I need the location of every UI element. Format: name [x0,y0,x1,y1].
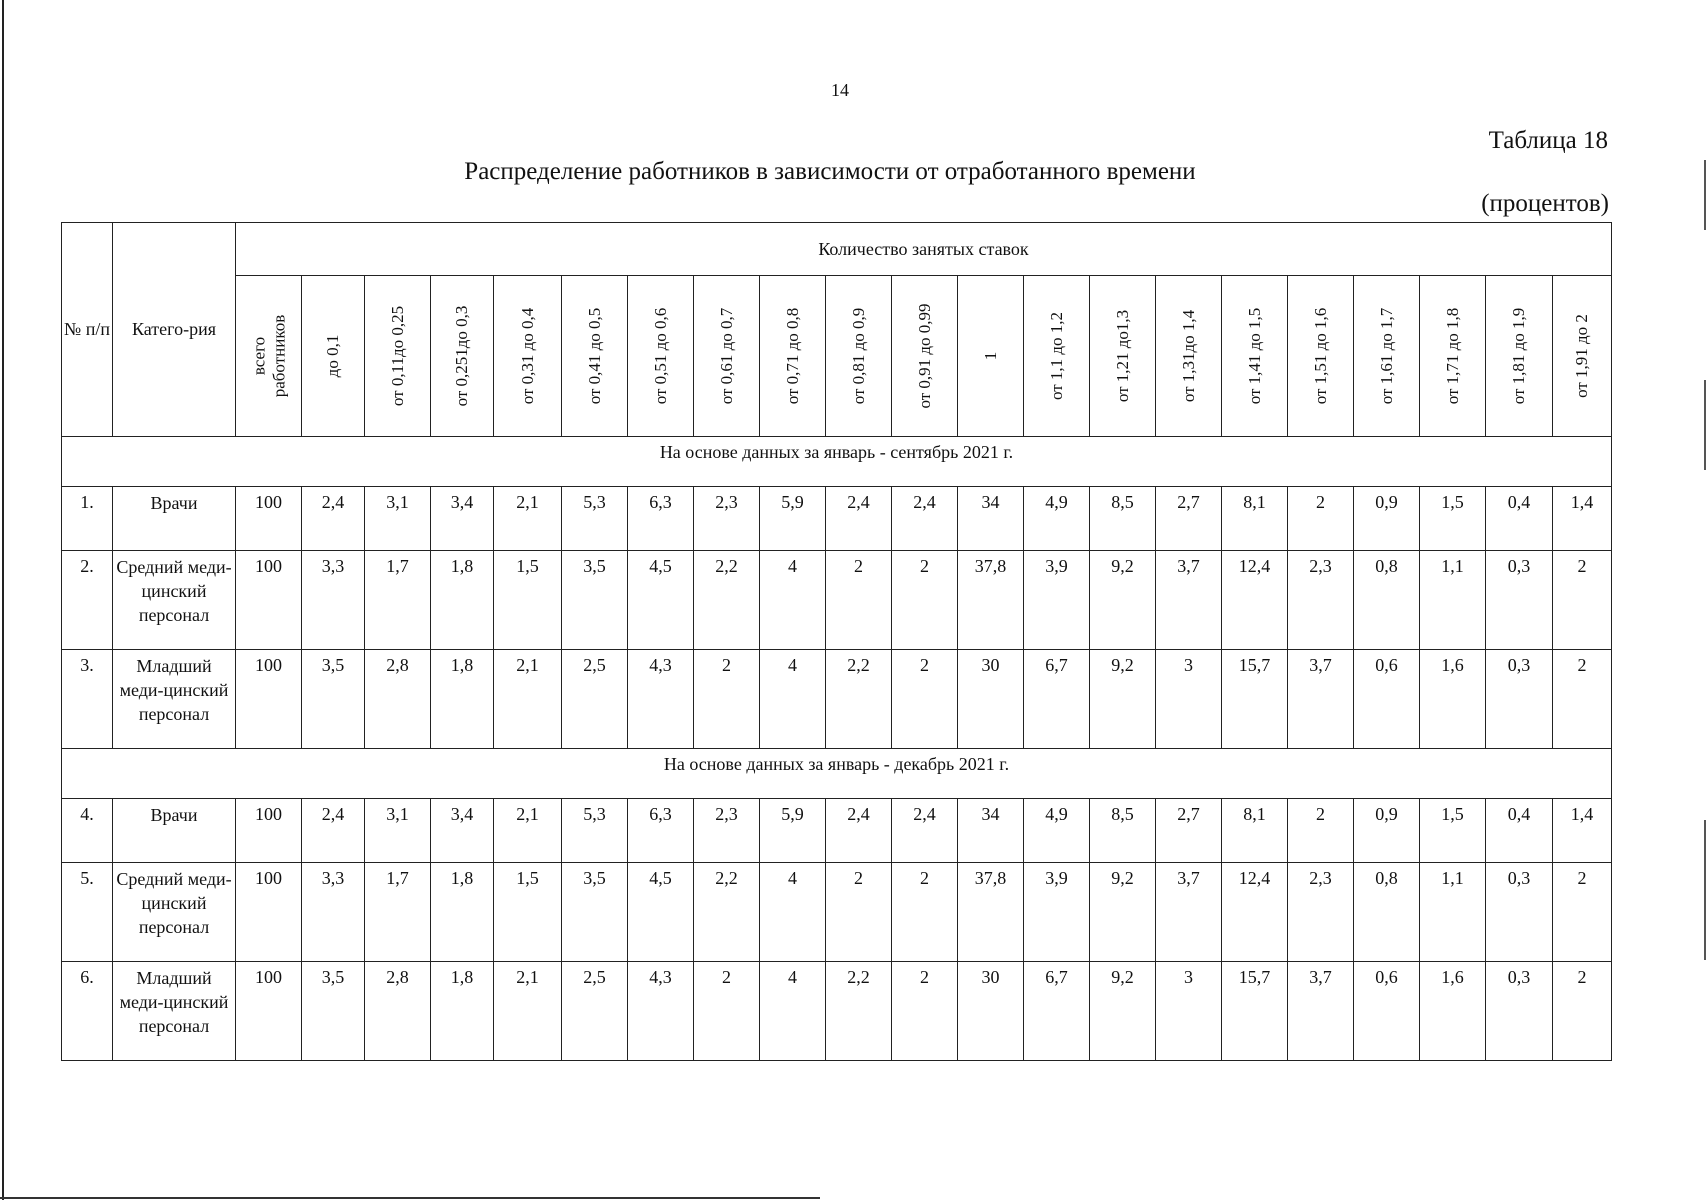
column-header-label: от 0,11до 0,25 [387,305,407,407]
value-cell: 2,4 [892,799,958,863]
value-cell: 2,4 [302,799,365,863]
value-cell: 1,6 [1420,650,1486,749]
row-number: 4. [62,799,113,863]
value-cell: 0,4 [1486,799,1553,863]
value-cell: 100 [236,962,302,1061]
column-header [1288,276,1354,437]
value-cell: 1,5 [494,863,562,962]
column-header [1553,276,1612,437]
value-cell: 3,5 [302,650,365,749]
value-cell: 2,4 [892,487,958,551]
value-cell: 2,1 [494,487,562,551]
value-cell: 3,1 [365,799,431,863]
value-cell: 3,5 [562,863,628,962]
value-cell: 2,4 [826,799,892,863]
value-cell: 5,3 [562,799,628,863]
value-cell: 0,3 [1486,863,1553,962]
column-header-label: от 0,61 до 0,7 [716,307,736,405]
row-number: 1. [62,487,113,551]
value-cell: 2 [826,863,892,962]
value-cell: 9,2 [1090,650,1156,749]
column-header-label: от 1,71 до 1,8 [1442,307,1462,405]
value-cell: 3,7 [1288,650,1354,749]
value-cell: 2,4 [826,487,892,551]
value-cell: 12,4 [1222,863,1288,962]
column-header-label: от 1,1 до 1,2 [1046,311,1066,401]
row-category: Младший меди-цинский персонал [113,962,236,1061]
value-cell: 3,7 [1156,551,1222,650]
value-cell: 100 [236,551,302,650]
value-cell: 8,5 [1090,799,1156,863]
column-header [1024,276,1090,437]
value-cell: 2 [1553,863,1612,962]
value-cell: 1,4 [1553,487,1612,551]
value-cell: 2 [826,551,892,650]
value-cell: 0,8 [1354,551,1420,650]
value-cell: 2,7 [1156,799,1222,863]
header-category: Катего-рия [113,223,236,437]
value-cell: 2 [1288,487,1354,551]
scan-edge-mark [1704,380,1706,470]
column-header [302,276,365,437]
column-header [826,276,892,437]
value-cell: 9,2 [1090,863,1156,962]
value-cell: 1,8 [431,551,494,650]
value-cell: 3,4 [431,799,494,863]
value-cell: 1,8 [431,650,494,749]
scan-edge-mark [1704,160,1706,230]
value-cell: 3 [1156,962,1222,1061]
column-header [1420,276,1486,437]
column-header [1222,276,1288,437]
column-header-label: от 1,81 до 1,9 [1509,307,1529,405]
value-cell: 2 [1553,551,1612,650]
value-cell: 4,9 [1024,799,1090,863]
table-row [62,487,1612,551]
table-row [62,962,1612,1061]
value-cell: 3,3 [302,863,365,962]
page-left-border [2,0,4,1200]
value-cell: 1,1 [1420,551,1486,650]
table-row [62,863,1612,962]
row-number: 2. [62,551,113,650]
column-header [431,276,494,437]
value-cell: 3,7 [1156,863,1222,962]
value-cell: 2,2 [694,551,760,650]
column-header [1090,276,1156,437]
column-header [562,276,628,437]
value-cell: 1,4 [1553,799,1612,863]
value-cell: 2 [1553,650,1612,749]
value-cell: 1,6 [1420,962,1486,1061]
value-cell: 2 [892,962,958,1061]
value-cell: 2,7 [1156,487,1222,551]
value-cell: 2 [694,650,760,749]
value-cell: 2,3 [694,799,760,863]
value-cell: 0,9 [1354,487,1420,551]
value-cell: 4,5 [628,551,694,650]
table-row [62,650,1612,749]
value-cell: 100 [236,863,302,962]
row-category: Младший меди-цинский персонал [113,650,236,749]
column-header-label: от 1,51 до 1,6 [1310,307,1330,405]
value-cell: 2,2 [826,650,892,749]
row-category: Средний меди-цинский персонал [113,551,236,650]
column-header-label: от 0,41 до 0,5 [584,307,604,405]
value-cell: 2,5 [562,650,628,749]
column-header [760,276,826,437]
scan-edge-mark [1704,820,1706,960]
value-cell: 30 [958,650,1024,749]
value-cell: 3,3 [302,551,365,650]
value-cell: 2,8 [365,650,431,749]
value-cell: 0,3 [1486,962,1553,1061]
page-bottom-border [0,1197,820,1199]
value-cell: 8,1 [1222,799,1288,863]
value-cell: 1,1 [1420,863,1486,962]
value-cell: 1,7 [365,863,431,962]
column-header [236,276,302,437]
row-number: 5. [62,863,113,962]
value-cell: 2 [892,863,958,962]
value-cell: 4,9 [1024,487,1090,551]
value-cell: 1,5 [1420,487,1486,551]
value-cell: 100 [236,799,302,863]
column-header-label: до 0,1 [323,334,343,378]
column-header [1156,276,1222,437]
value-cell: 1,8 [431,962,494,1061]
column-header [892,276,958,437]
value-cell: 5,9 [760,799,826,863]
column-header [958,276,1024,437]
value-cell: 3,5 [562,551,628,650]
value-cell: 15,7 [1222,650,1288,749]
value-cell: 5,3 [562,487,628,551]
page-number: 14 [831,80,849,100]
value-cell: 100 [236,650,302,749]
value-cell: 37,8 [958,863,1024,962]
value-cell: 8,1 [1222,487,1288,551]
value-cell: 2,1 [494,650,562,749]
column-header-label: от 0,251до 0,3 [452,305,472,407]
value-cell: 0,9 [1354,799,1420,863]
value-cell: 2,4 [302,487,365,551]
value-cell: 0,3 [1486,551,1553,650]
column-header-label: от 1,91 до 2 [1572,314,1592,398]
section-header-row [62,437,1612,487]
header-number: № п/п [62,223,113,437]
table-row [62,551,1612,650]
value-cell: 100 [236,487,302,551]
value-cell: 4 [760,650,826,749]
value-cell: 5,9 [760,487,826,551]
value-cell: 2,3 [1288,863,1354,962]
value-cell: 3,9 [1024,863,1090,962]
value-cell: 3,4 [431,487,494,551]
section-title: На основе данных за январь - декабрь 2021 г. [62,749,1612,799]
column-header-label: от 1,21 до1,3 [1112,309,1132,403]
row-category: Средний меди-цинский персонал [113,863,236,962]
value-cell: 0,4 [1486,487,1553,551]
value-cell: 2 [1288,799,1354,863]
value-cell: 4 [760,863,826,962]
value-cell: 4 [760,962,826,1061]
value-cell: 0,8 [1354,863,1420,962]
row-category: Врачи [113,799,236,863]
value-cell: 3,7 [1288,962,1354,1061]
column-header-label: всего работников [248,314,288,398]
value-cell: 9,2 [1090,551,1156,650]
column-header-label: от 0,81 до 0,9 [848,307,868,405]
value-cell: 34 [958,487,1024,551]
value-cell: 2,1 [494,962,562,1061]
value-cell: 3,1 [365,487,431,551]
value-cell: 1,5 [1420,799,1486,863]
column-header [365,276,431,437]
row-category: Врачи [113,487,236,551]
column-header [494,276,562,437]
value-cell: 0,3 [1486,650,1553,749]
table-label: Таблица 18 [1488,127,1608,154]
column-header-label: от 0,91 до 0,99 [914,303,934,409]
value-cell: 3,9 [1024,551,1090,650]
section-header-row [62,749,1612,799]
column-header-label: от 1,31до 1,4 [1178,309,1198,403]
value-cell: 4,3 [628,962,694,1061]
value-cell: 2 [892,650,958,749]
value-cell: 1,5 [494,551,562,650]
value-cell: 3 [1156,650,1222,749]
value-cell: 2,3 [1288,551,1354,650]
value-cell: 12,4 [1222,551,1288,650]
value-cell: 2,2 [694,863,760,962]
units-label: (процентов) [1481,190,1609,217]
value-cell: 2,8 [365,962,431,1061]
column-header-label: от 0,71 до 0,8 [782,307,802,405]
value-cell: 4,5 [628,863,694,962]
column-header-label: от 1,41 до 1,5 [1244,307,1264,405]
value-cell: 6,3 [628,487,694,551]
value-cell: 6,7 [1024,962,1090,1061]
value-cell: 34 [958,799,1024,863]
row-number: 6. [62,962,113,1061]
value-cell: 15,7 [1222,962,1288,1061]
value-cell: 4 [760,551,826,650]
header-rates-group: Количество занятых ставок [236,223,1612,276]
distribution-table [61,222,1612,1061]
value-cell: 2 [1553,962,1612,1061]
value-cell: 3,5 [302,962,365,1061]
column-header-label: от 0,31 до 0,4 [517,307,537,405]
value-cell: 1,7 [365,551,431,650]
column-header-label: 1 [980,351,1000,361]
column-header [694,276,760,437]
value-cell: 30 [958,962,1024,1061]
value-cell: 4,3 [628,650,694,749]
value-cell: 2 [694,962,760,1061]
value-cell: 0,6 [1354,962,1420,1061]
value-cell: 37,8 [958,551,1024,650]
value-cell: 2,3 [694,487,760,551]
row-number: 3. [62,650,113,749]
value-cell: 1,8 [431,863,494,962]
value-cell: 0,6 [1354,650,1420,749]
value-cell: 8,5 [1090,487,1156,551]
column-header-label: от 0,51 до 0,6 [650,307,670,405]
section-title: На основе данных за январь - сентябрь 2021 г. [62,437,1612,487]
value-cell: 9,2 [1090,962,1156,1061]
value-cell: 2 [892,551,958,650]
column-header [628,276,694,437]
document-title: Распределение работников в зависимости от отработанного времени [464,158,1196,185]
column-header [1486,276,1553,437]
value-cell: 2,2 [826,962,892,1061]
value-cell: 6,3 [628,799,694,863]
column-header [1354,276,1420,437]
column-header-label: от 1,61 до 1,7 [1376,307,1396,405]
table-row [62,799,1612,863]
value-cell: 2,1 [494,799,562,863]
value-cell: 2,5 [562,962,628,1061]
value-cell: 6,7 [1024,650,1090,749]
